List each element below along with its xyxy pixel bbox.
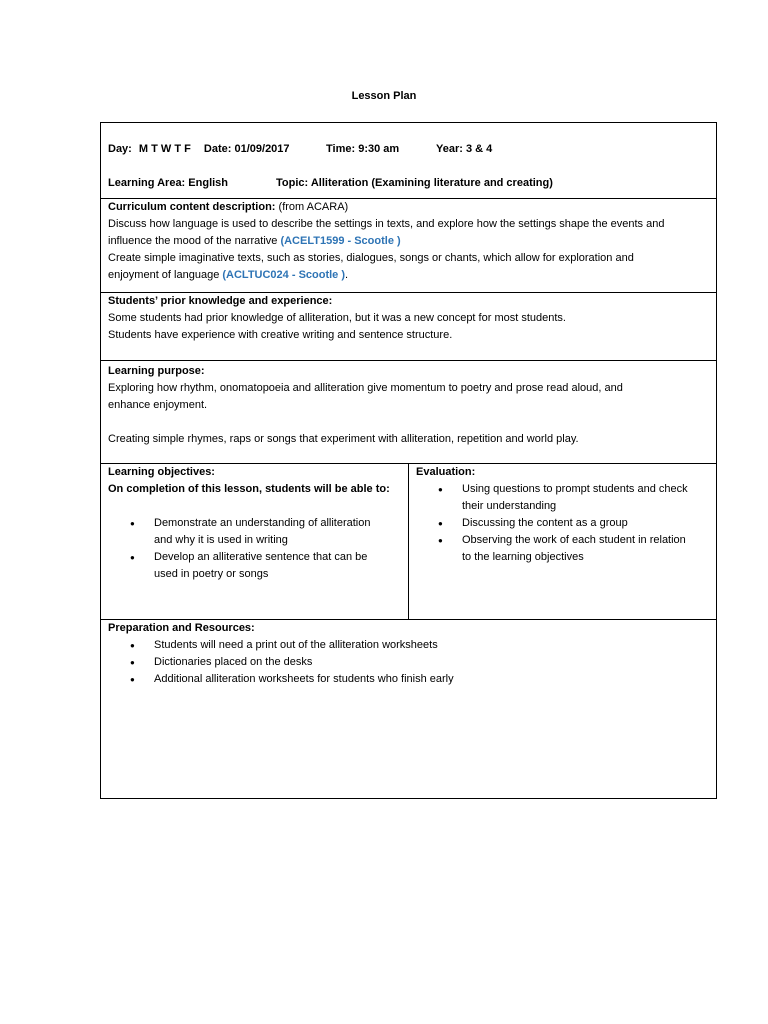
resources-list: [108, 637, 709, 688]
learning-purpose-content: [101, 361, 716, 448]
topic-label: Topic:: [276, 177, 309, 189]
header-row: [101, 123, 716, 198]
lesson-plan-table: [100, 122, 717, 799]
list-item-line: Students will need a print out of the alliteration worksheets: [154, 639, 438, 651]
bullet-icon: ●: [438, 519, 443, 528]
prior-knowledge-content: [101, 293, 716, 344]
time-field: [319, 141, 406, 158]
spacer: [108, 498, 401, 515]
list-item: [416, 532, 709, 566]
year-value: 3 & 4: [465, 143, 493, 155]
bullet-icon: ●: [130, 553, 135, 562]
learning-area-value: English: [188, 177, 229, 189]
list-item-line: Discussing the content as a group: [462, 517, 628, 529]
curriculum-row: [101, 198, 716, 292]
curriculum-heading-line: [108, 199, 709, 216]
prior-knowledge-heading: Students’ prior knowledge and experience:: [108, 295, 333, 307]
year-label: Year:: [436, 143, 463, 155]
page-title: Lesson Plan: [351, 90, 417, 102]
bullet-icon: ●: [438, 536, 443, 545]
day-value: M T W T F: [138, 143, 191, 155]
year-field: [429, 141, 499, 158]
list-item-line: and why it is used in writing: [154, 534, 288, 546]
day-label: Day:: [108, 143, 132, 155]
curriculum-line-4: [108, 267, 709, 284]
list-item: [108, 637, 709, 654]
header-line-1: [101, 141, 715, 158]
curriculum-content: [101, 199, 716, 284]
list-item-line: used in poetry or songs: [154, 568, 269, 580]
list-item: [108, 515, 401, 549]
list-item-line: Using questions to prompt students and check: [462, 483, 688, 495]
topic-field: [269, 175, 560, 192]
objectives-list: [108, 515, 401, 583]
resources-heading: Preparation and Resources:: [108, 622, 255, 634]
acltuc024-link[interactable]: (ACLTUC024 - Scootle ): [222, 269, 346, 281]
list-item-line: Additional alliteration worksheets for students who finish early: [154, 673, 454, 685]
prior-knowledge-row: [101, 292, 716, 360]
resources-content: [101, 620, 716, 688]
list-item-line: their understanding: [462, 500, 557, 512]
topic-value: Alliteration (Examining literature and creating): [310, 177, 553, 189]
list-item: [108, 549, 401, 583]
bullet-icon: ●: [130, 519, 135, 528]
curriculum-line-4-end: .: [345, 269, 349, 281]
time-label: Time:: [326, 143, 356, 155]
list-item-line: Observing the work of each student in relation: [462, 534, 686, 546]
list-item-line: to the learning objectives: [462, 551, 584, 563]
learning-area-field: [101, 175, 235, 192]
date-label: Date:: [203, 143, 232, 155]
objectives-column: [101, 464, 408, 619]
list-item: [416, 515, 709, 532]
evaluation-heading: Evaluation:: [416, 466, 476, 478]
evaluation-list: [416, 481, 709, 566]
objectives-heading: Learning objectives:: [108, 466, 215, 478]
bullet-icon: ●: [130, 675, 135, 684]
spacer: [108, 414, 709, 431]
curriculum-line-2-text: influence the mood of the narrative: [108, 235, 278, 247]
acelt1599-link[interactable]: (ACELT1599 - Scootle ): [280, 235, 401, 247]
list-item-line: Develop an alliterative sentence that can be: [154, 551, 368, 563]
date-value: 01/09/2017: [234, 143, 290, 155]
objectives-evaluation-row: [101, 463, 716, 619]
curriculum-heading: Curriculum content description:: [108, 201, 276, 213]
curriculum-line-2: [108, 233, 709, 250]
list-item: [108, 654, 709, 671]
curriculum-heading-note: (from ACARA): [278, 201, 349, 213]
learning-purpose-row: [101, 360, 716, 463]
curriculum-line-1: Discuss how language is used to describe the settings in texts, and explore how the settings shape the events and: [108, 218, 665, 230]
bullet-icon: ●: [130, 658, 135, 667]
time-value: 9:30 am: [358, 143, 400, 155]
list-item-line: Dictionaries placed on the desks: [154, 656, 313, 668]
learning-purpose-line-1: Exploring how rhythm, onomatopoeia and alliteration give momentum to poetry and prose read aloud, and: [108, 382, 623, 394]
resources-row: [101, 619, 716, 798]
curriculum-line-4-text: enjoyment of language: [108, 269, 220, 281]
list-item: [416, 481, 709, 515]
learning-purpose-heading: Learning purpose:: [108, 365, 205, 377]
prior-knowledge-line-2: Students have experience with creative writing and sentence structure.: [108, 329, 453, 341]
learning-purpose-line-2: enhance enjoyment.: [108, 399, 208, 411]
bullet-icon: ●: [438, 485, 443, 494]
learning-area-label: Learning Area:: [108, 177, 186, 189]
prior-knowledge-line-1: Some students had prior knowledge of alliteration, but it was a new concept for most students.: [108, 312, 566, 324]
learning-purpose-line-3: Creating simple rhymes, raps or songs that experiment with alliteration, repetition and world play.: [108, 433, 579, 445]
curriculum-line-3: Create simple imaginative texts, such as stories, dialogues, songs or chants, which allow for exploration and: [108, 252, 634, 264]
bullet-icon: ●: [130, 641, 135, 650]
evaluation-column: [409, 464, 716, 619]
objectives-subheading: On completion of this lesson, students will be able to:: [108, 483, 390, 495]
list-item: [108, 671, 709, 688]
list-item-line: Demonstrate an understanding of alliteration: [154, 517, 371, 529]
